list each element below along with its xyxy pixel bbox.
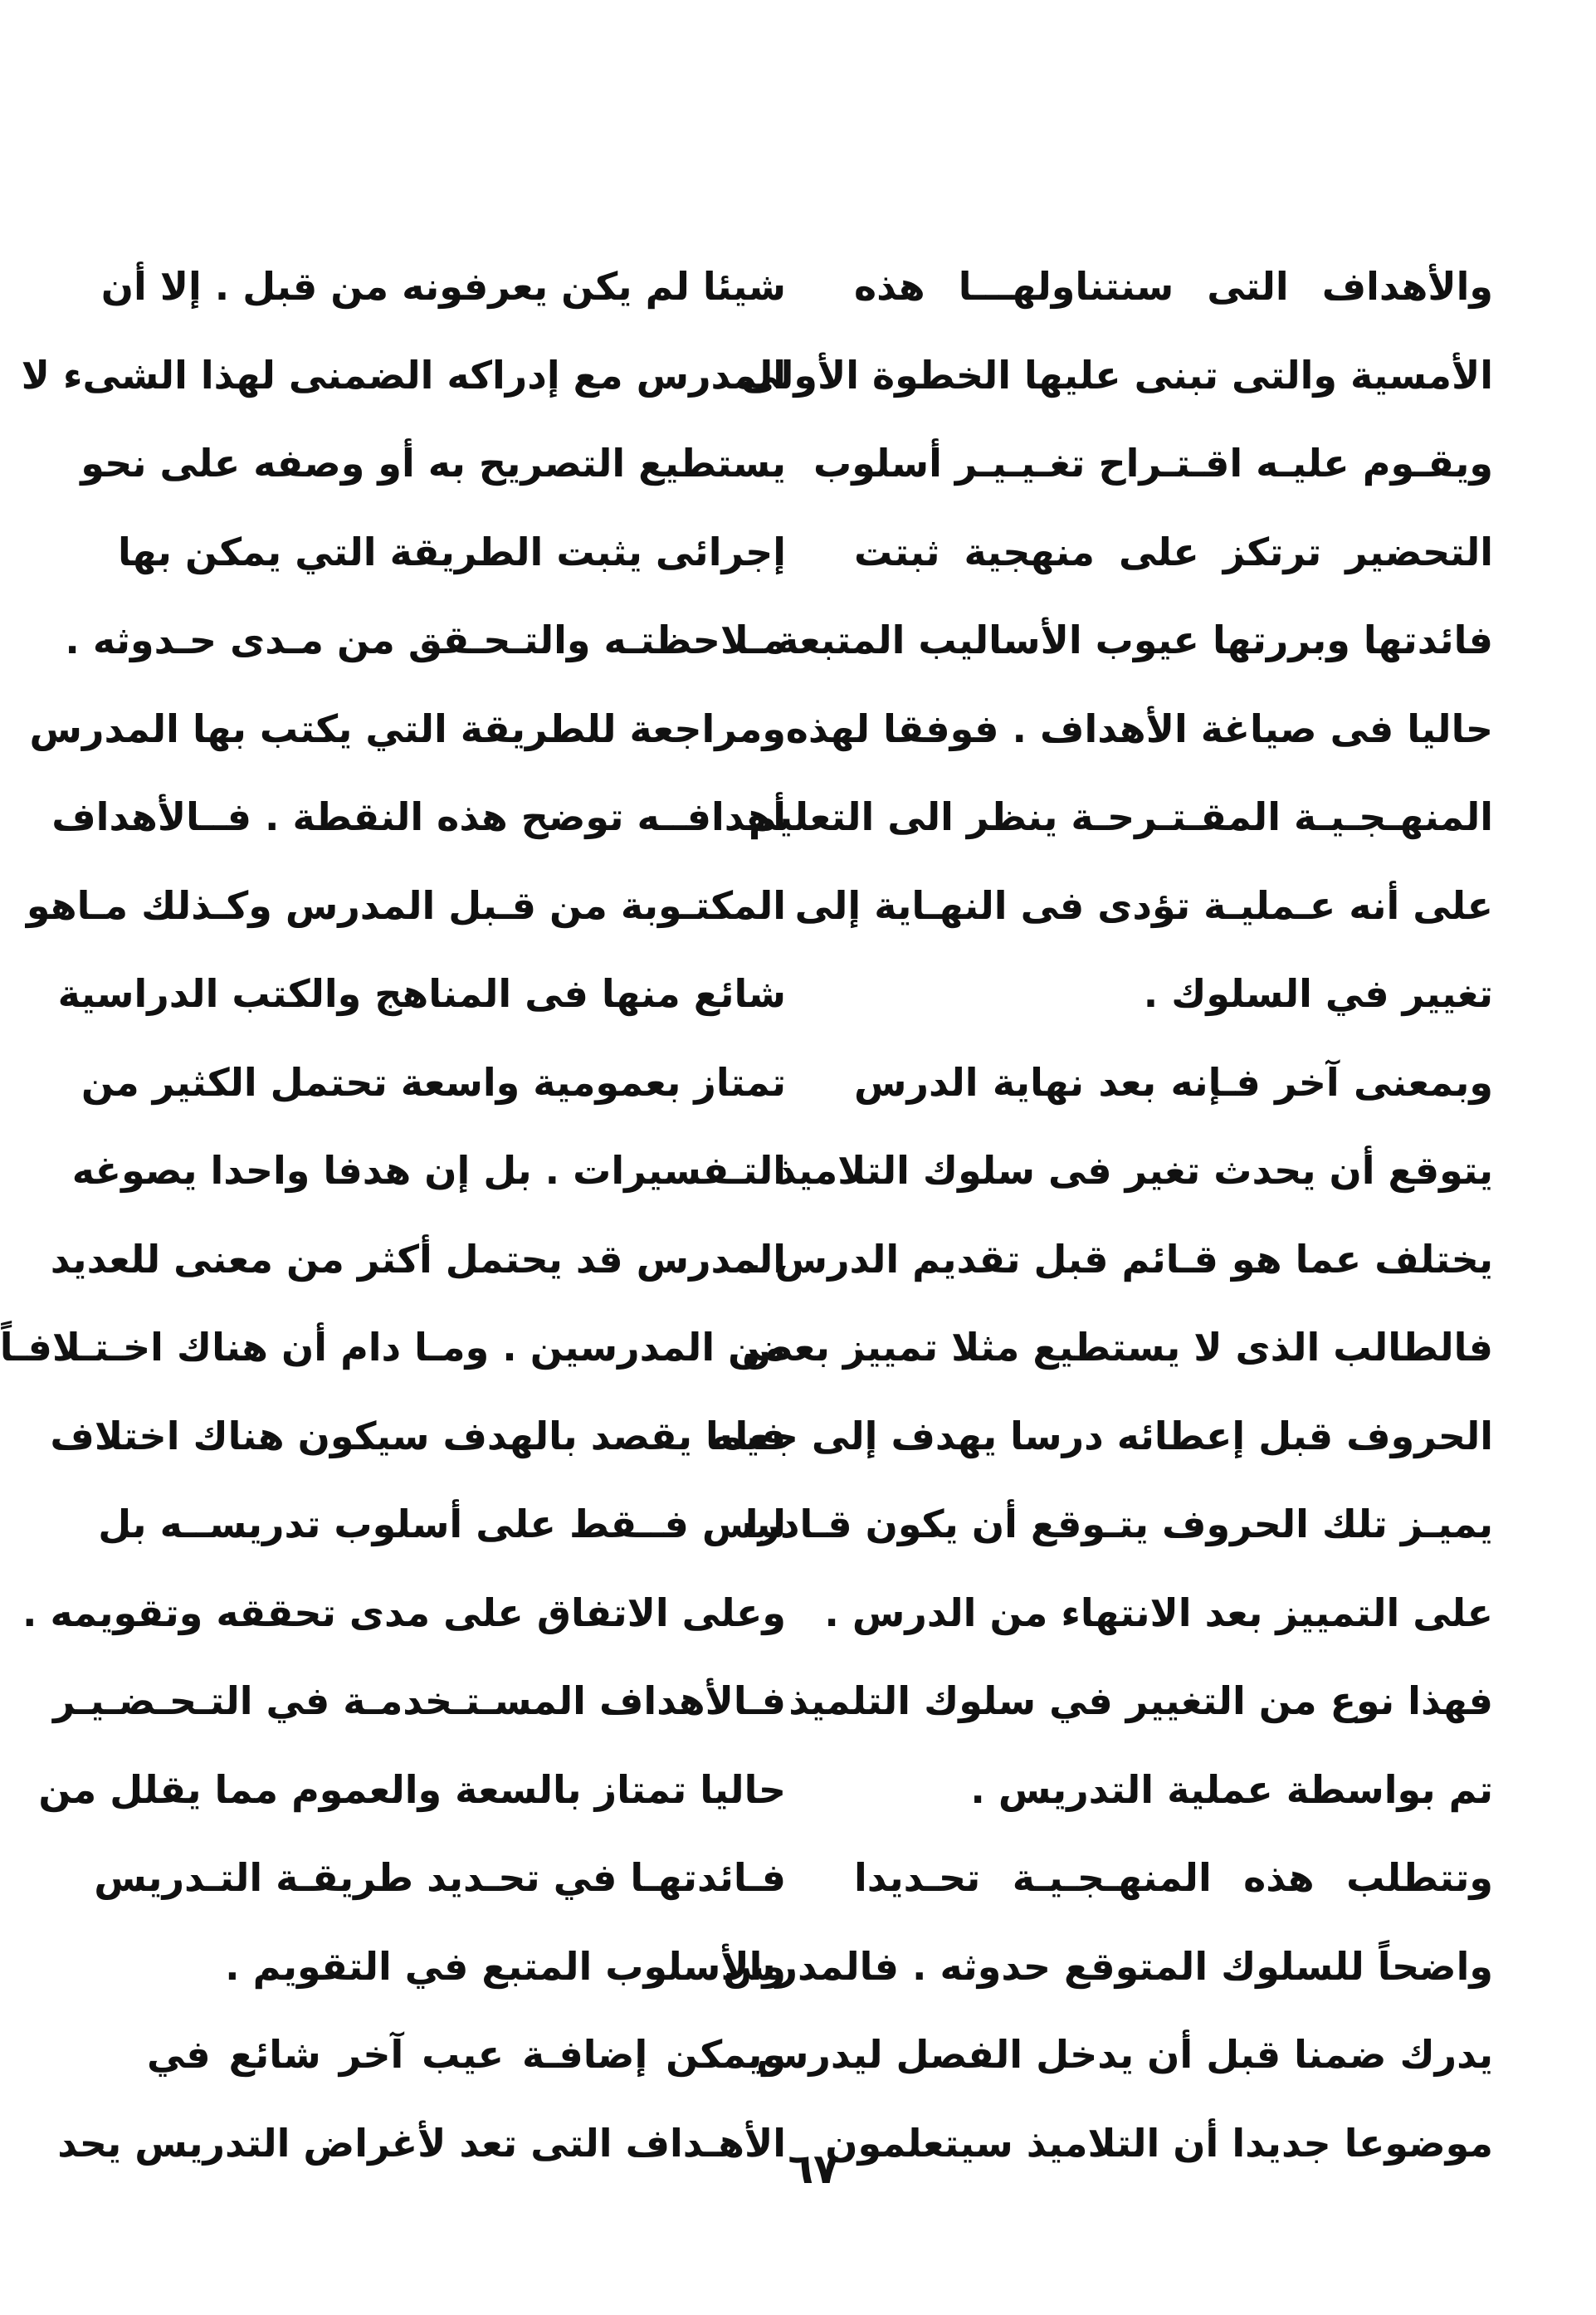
text-line: التـفسيرات . بل إن هدفا واحدا يصوغه [71, 1148, 786, 1193]
text-line: شيئا لم يكن يعرفونه من قبل . إلا أن [100, 264, 786, 309]
text-line: يدرك ضمنا قبل أن يدخل الفصل ليدرس [755, 2032, 1493, 2077]
text-line: واضحاً للسلوك المتوقع حدوثه . فالمدرس [723, 1943, 1493, 1989]
text-line: ليس فــقط على أسلوب تدريســه بل [98, 1502, 786, 1546]
text-line: حاليا فى صياغة الأهداف . فوفقا لهذه [785, 706, 1493, 751]
text-line: تمتاز بعمومية واسعة تحتمل الكثير من [81, 1059, 786, 1105]
text-line: والأسلوب المتبع في التقويم . [225, 1943, 786, 1989]
text-line: فالطالب الذى لا يستطيع مثلا تمييز بعض [741, 1325, 1493, 1370]
text-line: وعلى الاتفاق على مدى تحققه وتقويمه . [22, 1590, 786, 1635]
text-line: حاليا تمتاز بالسعة والعموم مما يقلل من [38, 1766, 786, 1812]
text-line: الأمسية والتى تبنى عليها الخطوة الأولى [740, 352, 1493, 398]
text-line: فائدتها وبررتها عيوب الأساليب المتبعة [776, 618, 1493, 662]
text-line: التحضير ترتكز على منهجية ثبتت [854, 529, 1493, 574]
text-line: الحروف قبل إعطائه درسا يهدف إلى جعله [710, 1413, 1493, 1458]
text-line: وتتطلب هذه المنهـجـيـة تحـديدا [854, 1855, 1493, 1900]
text-line: تغيير في السلوك . [1143, 971, 1493, 1016]
left-text-column [0, 242, 786, 2187]
text-line: إجرائى يثبت الطريقة التي يمكن بها [118, 529, 786, 574]
text-line: فيما يقصد بالهدف سيكون هناك اختلاف [50, 1413, 786, 1458]
text-line: يختلف عما هو قـائم قبل تقديم الدرس . [747, 1236, 1493, 1282]
text-line: موضوعا جديدا أن التلاميذ سيتعلمون [825, 2120, 1493, 2166]
text-line: يستطيع التصريح به أو وصفه على نحو [81, 441, 786, 486]
text-line: أهدافــه توضح هذه النقطة . فــالأهداف [51, 794, 786, 839]
text-line: والأهداف التى سنتناولهـــا هذه [854, 264, 1493, 309]
text-line: مـلاحظتـه والتـحـقق من مـدى حـدوثه . [65, 618, 786, 662]
text-line: يتوقع أن يحدث تغير فى سلوك التلاميذ [776, 1148, 1493, 1193]
text-line: ويقـوم عليـه اقـتـراح تغـيـيـر أسلوب [813, 441, 1493, 486]
text-line: شائع منها فى المناهج والكتب الدراسية [57, 971, 786, 1016]
text-line: على التمييز بعد الانتهاء من الدرس . [824, 1590, 1493, 1635]
text-line: فـائدتهـا في تحـديد طريقـة التـدريس [94, 1855, 786, 1900]
text-line: فـالأهداف المسـتـخدمـة في التـحـضـيـر [52, 1678, 786, 1723]
text-line: المنهـجـيـة المقـتـرحـة ينظر الى التعليم [748, 794, 1493, 839]
text-line: ومراجعة للطريقة التي يكتب بها المدرس [29, 706, 786, 751]
text-line: ويمكن إضافـة عيب آخر شائع في [147, 2032, 786, 2077]
text-line: المدرس قد يحتمل أكثر من معنى للعديد [50, 1236, 786, 1282]
text-line: المدرس مع إدراكه الضمنى لهذا الشىء لا [21, 352, 786, 398]
text-line: وبمعنى آخر فـإنه بعد نهاية الدرس [854, 1059, 1493, 1105]
text-line: يميـز تلك الحروف يتـوقع أن يكون قـادرا [744, 1502, 1493, 1546]
text-line: الأهـداف التى تعد لأغراض التدريس يحد [57, 2120, 786, 2166]
page-number: ٦٧ [788, 2145, 839, 2193]
text-line: من المدرسين . ومـا دام أن هناك اخـتـلافـاً [0, 1325, 786, 1370]
text-line: المكتـوبة من قـبل المدرس وكـذلك مـاهو [26, 882, 786, 928]
text-line: على أنه عـمليـة تؤدى فى النهـاية إلى [794, 882, 1493, 928]
text-line: فهذا نوع من التغيير في سلوك التلميذ [788, 1678, 1493, 1723]
text-line: تم بواسطة عملية التدريس . [970, 1766, 1493, 1812]
